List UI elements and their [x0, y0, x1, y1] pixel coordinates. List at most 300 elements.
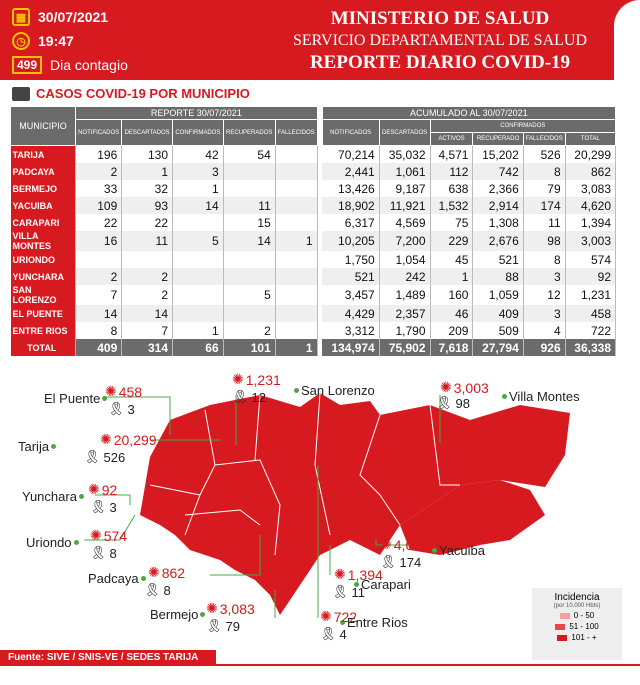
legend-swatch [557, 635, 567, 641]
acum-cell: 45 [430, 251, 473, 268]
municipio-name: EL PUENTE [11, 305, 76, 322]
report-time: 19:47 [38, 33, 74, 49]
map-cases [206, 600, 255, 617]
report-cell [275, 163, 317, 180]
acum-cell: 174 [523, 197, 565, 214]
map-label-name [26, 535, 81, 550]
report-cell: 14 [173, 197, 224, 214]
acum-cell: 458 [565, 305, 615, 322]
report-cell: 1 [275, 339, 317, 356]
report-cell: 22 [76, 214, 122, 231]
acum-cell: 88 [473, 268, 523, 285]
col-fallecidos: FALLECIDOS [523, 133, 565, 146]
report-cell: 409 [76, 339, 122, 356]
virus-icon: ✺ [380, 536, 392, 552]
acum-cell: 8 [523, 251, 565, 268]
map-cases [232, 371, 281, 388]
report-cell: 1 [122, 163, 173, 180]
report-cell [275, 180, 317, 197]
report-cell [275, 251, 317, 268]
report-cell: 130 [122, 146, 173, 164]
virus-icon: ✺ [148, 564, 160, 580]
legend-item [532, 611, 622, 620]
leader-dot [141, 576, 146, 581]
acum-cell: 1,059 [473, 285, 523, 305]
acum-cell: 1,790 [379, 322, 430, 339]
death-count: 11 [351, 584, 366, 600]
report-cell: 33 [76, 180, 122, 197]
report-cell: 2 [76, 163, 122, 180]
virus-icon: ✺ [320, 608, 332, 624]
map-label-name [18, 439, 58, 454]
acum-cell: 75 [430, 214, 473, 231]
acum-cell: 27,794 [473, 339, 523, 356]
acum-cell: 229 [430, 231, 473, 251]
case-count: 92 [101, 481, 118, 498]
virus-icon: ✺ [232, 371, 244, 387]
municipio-name: YACUIBA [11, 197, 76, 214]
report-cell [223, 251, 275, 268]
death-count: 3 [127, 401, 135, 417]
report-cell: 2 [122, 285, 173, 305]
acum-cell: 75,902 [379, 339, 430, 356]
ribbon-icon: 🎗 [90, 545, 107, 560]
report-cell: 1 [173, 322, 224, 339]
header-banner [0, 0, 640, 80]
acum-cell: 722 [565, 322, 615, 339]
ribbon-icon: 🎗 [90, 499, 107, 514]
legend-item [532, 622, 622, 631]
acum-cell: 1,750 [322, 251, 379, 268]
municipio-label: San Lorenzo [301, 383, 375, 398]
death-count: 8 [163, 582, 171, 598]
cases-table [10, 106, 616, 356]
col-r-descartados: DESCARTADOS [122, 120, 173, 146]
map-cases [440, 379, 489, 396]
calendar-icon: ▦ [12, 8, 30, 26]
col-activos: ACTIVOS [430, 133, 473, 146]
acum-cell: 2,676 [473, 231, 523, 251]
map-deaths [108, 401, 135, 417]
acum-cell: 2,366 [473, 180, 523, 197]
acum-cell: 4 [523, 322, 565, 339]
table-row [11, 305, 616, 322]
case-count: 862 [161, 564, 186, 581]
table-row [11, 163, 616, 180]
map-cases [334, 566, 383, 583]
table-body [11, 146, 616, 357]
ribbon-icon: 🎗 [332, 584, 349, 599]
case-count: 20,299 [113, 431, 157, 448]
municipio-label: El Puente [44, 391, 101, 406]
report-cell [173, 305, 224, 322]
ribbon-icon: 🎗 [144, 582, 161, 597]
ribbon-icon: 🎗 [436, 395, 453, 410]
acum-cell: 1,489 [379, 285, 430, 305]
report-cell [223, 180, 275, 197]
ribbon-icon: 🎗 [108, 401, 125, 416]
footer-source: Fuente: SIVE / SNIS-VE / SEDES TARIJA [0, 650, 216, 665]
virus-icon: ✺ [206, 600, 218, 616]
leader-dot [79, 494, 84, 499]
report-cell: 66 [173, 339, 224, 356]
map-label-name [150, 607, 207, 622]
table-row [11, 146, 616, 164]
report-cell [275, 305, 317, 322]
death-count: 8 [109, 545, 117, 561]
report-cell: 22 [122, 214, 173, 231]
footer [0, 650, 640, 665]
legend-item [532, 633, 622, 642]
col-recuperado: RECUPERADO [473, 133, 523, 146]
title-line2: SERVICIO DEPARTAMENTAL DE SALUD [292, 32, 587, 49]
municipio-name: BERMEJO [11, 180, 76, 197]
acum-cell: 1,532 [430, 197, 473, 214]
col-r-confirmados: CONFIRMADOS [173, 120, 224, 146]
municipio-label: Uriondo [26, 535, 72, 550]
acum-cell: 70,214 [322, 146, 379, 164]
acum-cell: 521 [322, 268, 379, 285]
table-row [11, 251, 616, 268]
title-line1: MINISTERIO DE SALUD [330, 8, 550, 29]
acum-cell: 4,569 [379, 214, 430, 231]
acum-cell: 2,914 [473, 197, 523, 214]
ribbon-icon: 🎗 [84, 449, 101, 464]
report-cell [76, 251, 122, 268]
case-count: 1,394 [347, 566, 383, 583]
municipio-label: Villa Montes [509, 389, 580, 404]
acum-cell: 1,054 [379, 251, 430, 268]
report-cell: 14 [76, 305, 122, 322]
report-cell: 109 [76, 197, 122, 214]
death-count: 526 [103, 449, 126, 465]
death-count: 3 [109, 499, 117, 515]
acum-cell: 574 [565, 251, 615, 268]
virus-icon: ✺ [440, 379, 452, 395]
legend-subtitle: (por 10.000 Hbts) [553, 603, 601, 609]
report-cell: 7 [76, 285, 122, 305]
col-r-recuperados: RECUPERADOS [223, 120, 275, 146]
acum-cell: 1,061 [379, 163, 430, 180]
report-cell [173, 251, 224, 268]
acum-cell: 79 [523, 180, 565, 197]
map-cases [100, 431, 157, 448]
map-deaths [206, 618, 240, 634]
municipio-label: Bermejo [150, 607, 199, 622]
map-deaths [84, 449, 125, 465]
title-line3: REPORTE DIARIO COVID-19 [309, 52, 571, 73]
report-cell [173, 214, 224, 231]
report-header: REPORTE 30/07/2021 [76, 107, 318, 120]
municipio-label: Yunchara [22, 489, 77, 504]
virus-icon: ✺ [100, 431, 112, 447]
col-a-descartados: DESCARTADOS [379, 120, 430, 146]
virus-icon: ✺ [334, 566, 346, 582]
map-label-name [22, 489, 86, 504]
municipio-name: ENTRE RIOS [11, 322, 76, 339]
death-count: 4 [339, 626, 347, 642]
acum-cell: 36,338 [565, 339, 615, 356]
acum-cell: 6,317 [322, 214, 379, 231]
report-cell: 15 [223, 214, 275, 231]
report-cell: 32 [122, 180, 173, 197]
date-row [12, 8, 108, 26]
acum-cell: 2,357 [379, 305, 430, 322]
acum-cell: 7,200 [379, 231, 430, 251]
map-label-name [292, 383, 375, 398]
leader-dot [74, 540, 79, 545]
report-cell: 2 [223, 322, 275, 339]
report-cell: 16 [76, 231, 122, 251]
table-row [11, 214, 616, 231]
acum-cell: 11 [523, 214, 565, 231]
ribbon-icon: 🎗 [380, 554, 397, 569]
report-cell [223, 163, 275, 180]
legend-swatch [555, 624, 565, 630]
acum-cell: 112 [430, 163, 473, 180]
table-row [11, 231, 616, 251]
municipio-name: YUNCHARA [11, 268, 76, 285]
report-cell: 5 [223, 285, 275, 305]
map-deaths [320, 626, 347, 642]
municipio-name: SAN LORENZO [11, 285, 76, 305]
table-row [11, 197, 616, 214]
municipio-name: URIONDO [11, 251, 76, 268]
acum-cell: 20,299 [565, 146, 615, 164]
municipio-label: Tarija [18, 439, 50, 454]
acum-cell: 3 [523, 268, 565, 285]
acum-cell: 35,032 [379, 146, 430, 164]
legend-items [532, 611, 622, 642]
death-count: 79 [225, 618, 240, 634]
municipio-label: Padcaya [88, 571, 139, 586]
map-cases [380, 536, 429, 553]
acum-cell: 9,187 [379, 180, 430, 197]
death-count: 174 [399, 554, 422, 570]
report-cell [275, 197, 317, 214]
map-cases [105, 383, 142, 400]
acum-cell: 209 [430, 322, 473, 339]
case-count: 574 [103, 527, 128, 544]
table-row [11, 285, 616, 305]
report-cell: 14 [223, 231, 275, 251]
map-label-name [88, 571, 148, 586]
acum-cell: 15,202 [473, 146, 523, 164]
leader-dot [51, 444, 56, 449]
report-cell: 14 [122, 305, 173, 322]
acum-cell: 92 [565, 268, 615, 285]
acum-cell: 409 [473, 305, 523, 322]
acum-cell: 12 [523, 285, 565, 305]
report-cell: 54 [223, 146, 275, 164]
case-count: 3,083 [219, 600, 255, 617]
day-label: Dia contagio [50, 57, 128, 73]
map-deaths [90, 545, 117, 561]
case-count: 458 [118, 383, 143, 400]
legend-label: 0 - 50 [573, 611, 595, 620]
report-cell [275, 146, 317, 164]
report-cell: 3 [173, 163, 224, 180]
acum-cell: 2,441 [322, 163, 379, 180]
map-deaths [144, 582, 171, 598]
col-r-fallecidos: FALLECIDOS [275, 120, 317, 146]
report-cell [275, 322, 317, 339]
acum-cell: 742 [473, 163, 523, 180]
map-deaths [232, 389, 266, 405]
municipio-label: Entre Rios [347, 615, 408, 630]
acum-header: ACUMULADO AL 30/07/2021 [322, 107, 615, 120]
report-cell: 314 [122, 339, 173, 356]
acum-cell: 4,571 [430, 146, 473, 164]
death-count: 98 [455, 395, 470, 411]
section-title-text: CASOS COVID-19 POR MUNICIPIO [36, 86, 250, 101]
acum-cell: 3,003 [565, 231, 615, 251]
acum-cell: 638 [430, 180, 473, 197]
municipio-label: Yacuiba [439, 543, 486, 558]
report-cell: 11 [122, 231, 173, 251]
acum-cell: 10,205 [322, 231, 379, 251]
report-cell [173, 285, 224, 305]
ribbon-icon: 🎗 [320, 626, 337, 641]
municipio-name: VILLA MONTES [11, 231, 76, 251]
report-cell [223, 305, 275, 322]
report-cell: 2 [76, 268, 122, 285]
case-count: 4,620 [393, 536, 429, 553]
acum-cell: 4,429 [322, 305, 379, 322]
table-total-row [11, 339, 616, 356]
ministry-title [270, 8, 610, 74]
report-cell: 8 [76, 322, 122, 339]
map-label-name [500, 389, 580, 404]
case-count: 1,231 [245, 371, 281, 388]
acum-cell: 242 [379, 268, 430, 285]
report-cell: 1 [173, 180, 224, 197]
section-title [12, 86, 250, 101]
acum-cell: 3,083 [565, 180, 615, 197]
ribbon-icon: 🎗 [232, 389, 249, 404]
confirmados-header: CONFIRMADOS [430, 120, 616, 133]
report-date: 30/07/2021 [38, 9, 109, 25]
virus-icon: ✺ [105, 383, 117, 399]
col-municipio: MUNICIPIO [11, 107, 76, 146]
map-label-name [430, 543, 485, 558]
acum-cell: 3,457 [322, 285, 379, 305]
day-number: 499 [12, 56, 42, 74]
time-row [12, 32, 74, 50]
leader-dot [502, 394, 507, 399]
col-total: TOTAL [565, 133, 615, 146]
acum-cell: 46 [430, 305, 473, 322]
case-count: 3,003 [453, 379, 489, 396]
ribbon-icon: 🎗 [206, 618, 223, 633]
legend-label: 101 - + [571, 633, 597, 642]
report-cell: 196 [76, 146, 122, 164]
map-cases [148, 564, 185, 581]
acum-cell: 8 [523, 163, 565, 180]
table-icon [12, 87, 30, 101]
acum-cell: 1,231 [565, 285, 615, 305]
report-cell: 42 [173, 146, 224, 164]
legend-swatch [560, 613, 570, 619]
leader-dot [294, 388, 299, 393]
virus-icon: ✺ [90, 527, 102, 543]
acum-cell: 526 [523, 146, 565, 164]
map-cases [88, 481, 117, 498]
leader-dot [200, 612, 205, 617]
report-cell: 93 [122, 197, 173, 214]
map-deaths [436, 395, 470, 411]
report-cell [275, 268, 317, 285]
acum-cell: 18,902 [322, 197, 379, 214]
table-row [11, 180, 616, 197]
acum-cell: 98 [523, 231, 565, 251]
table-row [11, 268, 616, 285]
acum-cell: 862 [565, 163, 615, 180]
clock-icon: ◷ [12, 32, 30, 50]
report-cell [122, 251, 173, 268]
table-row [11, 322, 616, 339]
day-row [12, 56, 128, 74]
municipio-name: PADCAYA [11, 163, 76, 180]
acum-cell: 521 [473, 251, 523, 268]
map-cases [90, 527, 127, 544]
acum-cell: 1 [430, 268, 473, 285]
report-cell: 1 [275, 231, 317, 251]
acum-cell: 1,394 [565, 214, 615, 231]
acum-cell: 1,308 [473, 214, 523, 231]
header-corner [614, 0, 640, 80]
acum-cell: 4,620 [565, 197, 615, 214]
acum-cell: 3 [523, 305, 565, 322]
death-count: 12 [251, 389, 266, 405]
report-cell [275, 214, 317, 231]
col-a-notificados: NOTIFICADOS [322, 120, 379, 146]
map-deaths [332, 584, 365, 600]
col-r-notificados: NOTIFICADOS [76, 120, 122, 146]
map-deaths [380, 554, 421, 570]
report-cell [173, 268, 224, 285]
legend-label: 51 - 100 [569, 622, 599, 631]
municipio-name: CARAPARI [11, 214, 76, 231]
acum-cell: 7,618 [430, 339, 473, 356]
municipio-name: TARIJA [11, 146, 76, 164]
case-count: 722 [333, 608, 358, 625]
footer-line [0, 664, 640, 666]
acum-cell: 3,312 [322, 322, 379, 339]
municipio-label: Carapari [361, 577, 411, 592]
municipio-name: TOTAL [11, 339, 76, 356]
report-cell [275, 285, 317, 305]
map-label-name [44, 391, 109, 406]
acum-cell: 926 [523, 339, 565, 356]
leader-dot [432, 548, 437, 553]
acum-cell: 509 [473, 322, 523, 339]
virus-icon: ✺ [88, 481, 100, 497]
report-cell: 2 [122, 268, 173, 285]
legend-title: Incidencia [554, 592, 600, 603]
acum-cell: 134,974 [322, 339, 379, 356]
acum-cell: 11,921 [379, 197, 430, 214]
acum-cell: 13,426 [322, 180, 379, 197]
report-cell: 11 [223, 197, 275, 214]
report-cell: 5 [173, 231, 224, 251]
map-cases [320, 608, 357, 625]
report-cell [223, 268, 275, 285]
report-cell: 7 [122, 322, 173, 339]
acum-cell: 160 [430, 285, 473, 305]
map-deaths [90, 499, 117, 515]
report-cell: 101 [223, 339, 275, 356]
